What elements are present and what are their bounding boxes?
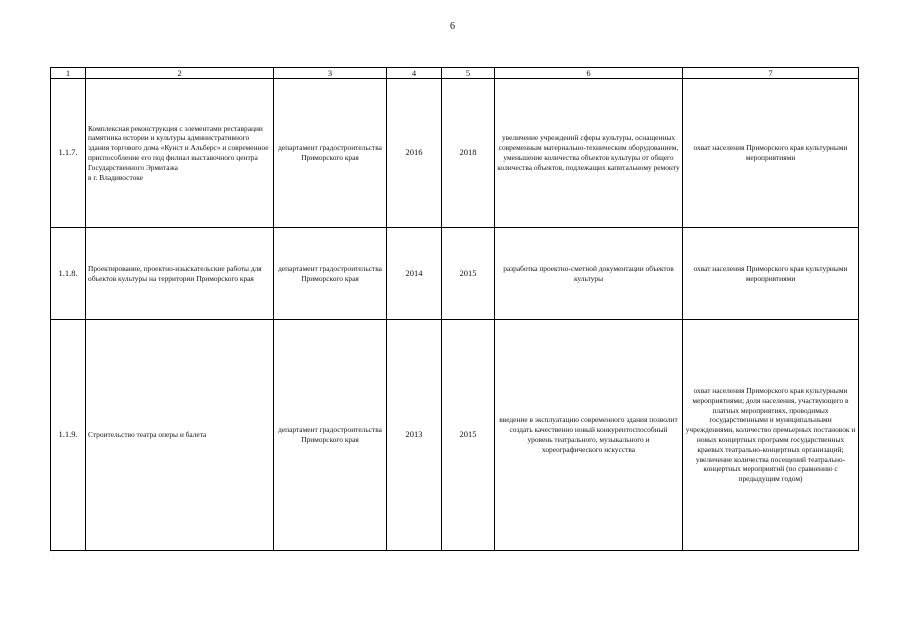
start-year: 2014 xyxy=(387,228,442,320)
column-header: 5 xyxy=(442,68,495,79)
end-year: 2015 xyxy=(442,228,495,320)
target-indicator: охват населения Приморского края культурными мероприятиями xyxy=(683,79,859,228)
table-row xyxy=(51,320,859,551)
page-number: 6 xyxy=(450,21,455,32)
column-header: 4 xyxy=(387,68,442,79)
activity-name: Проектирование, проектно-изыскательские работы для объектов культуры на территории Приморского края xyxy=(86,228,274,320)
column-header: 3 xyxy=(274,68,387,79)
responsible-executor: департамент градостроительства Приморского края xyxy=(274,79,387,228)
responsible-executor: департамент градостроительства Приморского края xyxy=(274,228,387,320)
activity-name-text: Комплексная реконструкция с элементами реставрации памятника истории и культуры административного здания торгового дома «Кунст и Альберс» и современное приспособление его под филиал выставочного центра Государственного Эрмитажа в г. Владивостоке xyxy=(88,123,269,182)
item-number: 1.1.9. xyxy=(51,320,86,551)
scan-mark: · xyxy=(53,556,55,561)
start-year: 2013 xyxy=(387,320,442,551)
column-header: 2 xyxy=(86,68,274,79)
expected-result: введение в эксплуатацию современного здания позволит создать качественно новый конкурентоспособный уровень театрального, музыкального и хореографического искусства xyxy=(495,320,683,551)
table-row xyxy=(51,79,859,228)
item-number: 1.1.7. xyxy=(51,79,86,228)
start-year: 2016 xyxy=(387,79,442,228)
expected-result: увеличение учреждений сферы культуры, оснащенных современным материально-техническим оборудованием, уменьшение количества объектов культуры от общего количества объектов, подлежащих капитальному ремонту xyxy=(495,79,683,228)
column-header: 1 xyxy=(51,68,86,79)
responsible-executor: департамент градостроительства Приморского края xyxy=(274,320,387,551)
target-indicator: охват населения Приморского края культурными мероприятиями xyxy=(683,228,859,320)
expected-result: разработка проектно-сметной документации объектов культуры xyxy=(495,228,683,320)
program-activities-table xyxy=(50,67,859,551)
column-header: 6 xyxy=(495,68,683,79)
activity-name: Строительство театра оперы и балета xyxy=(86,320,274,551)
table-row xyxy=(51,228,859,320)
activity-name xyxy=(86,79,274,228)
end-year: 2015 xyxy=(442,320,495,551)
end-year: 2018 xyxy=(442,79,495,228)
table-header-row xyxy=(51,68,859,79)
item-number: 1.1.8. xyxy=(51,228,86,320)
column-header: 7 xyxy=(683,68,859,79)
target-indicator: охват населения Приморского края культурными мероприятиями; доля населения, участвующего в платных мероприятиях, проводимых государственными и муниципальными учреждениями, количество премьерных постановок и новых концертных программ государственных краевых театрально-концертных организаций; увеличение количества посещений театрально-концертных мероприятий (по сравнению с предыдущим годом) xyxy=(683,320,859,551)
